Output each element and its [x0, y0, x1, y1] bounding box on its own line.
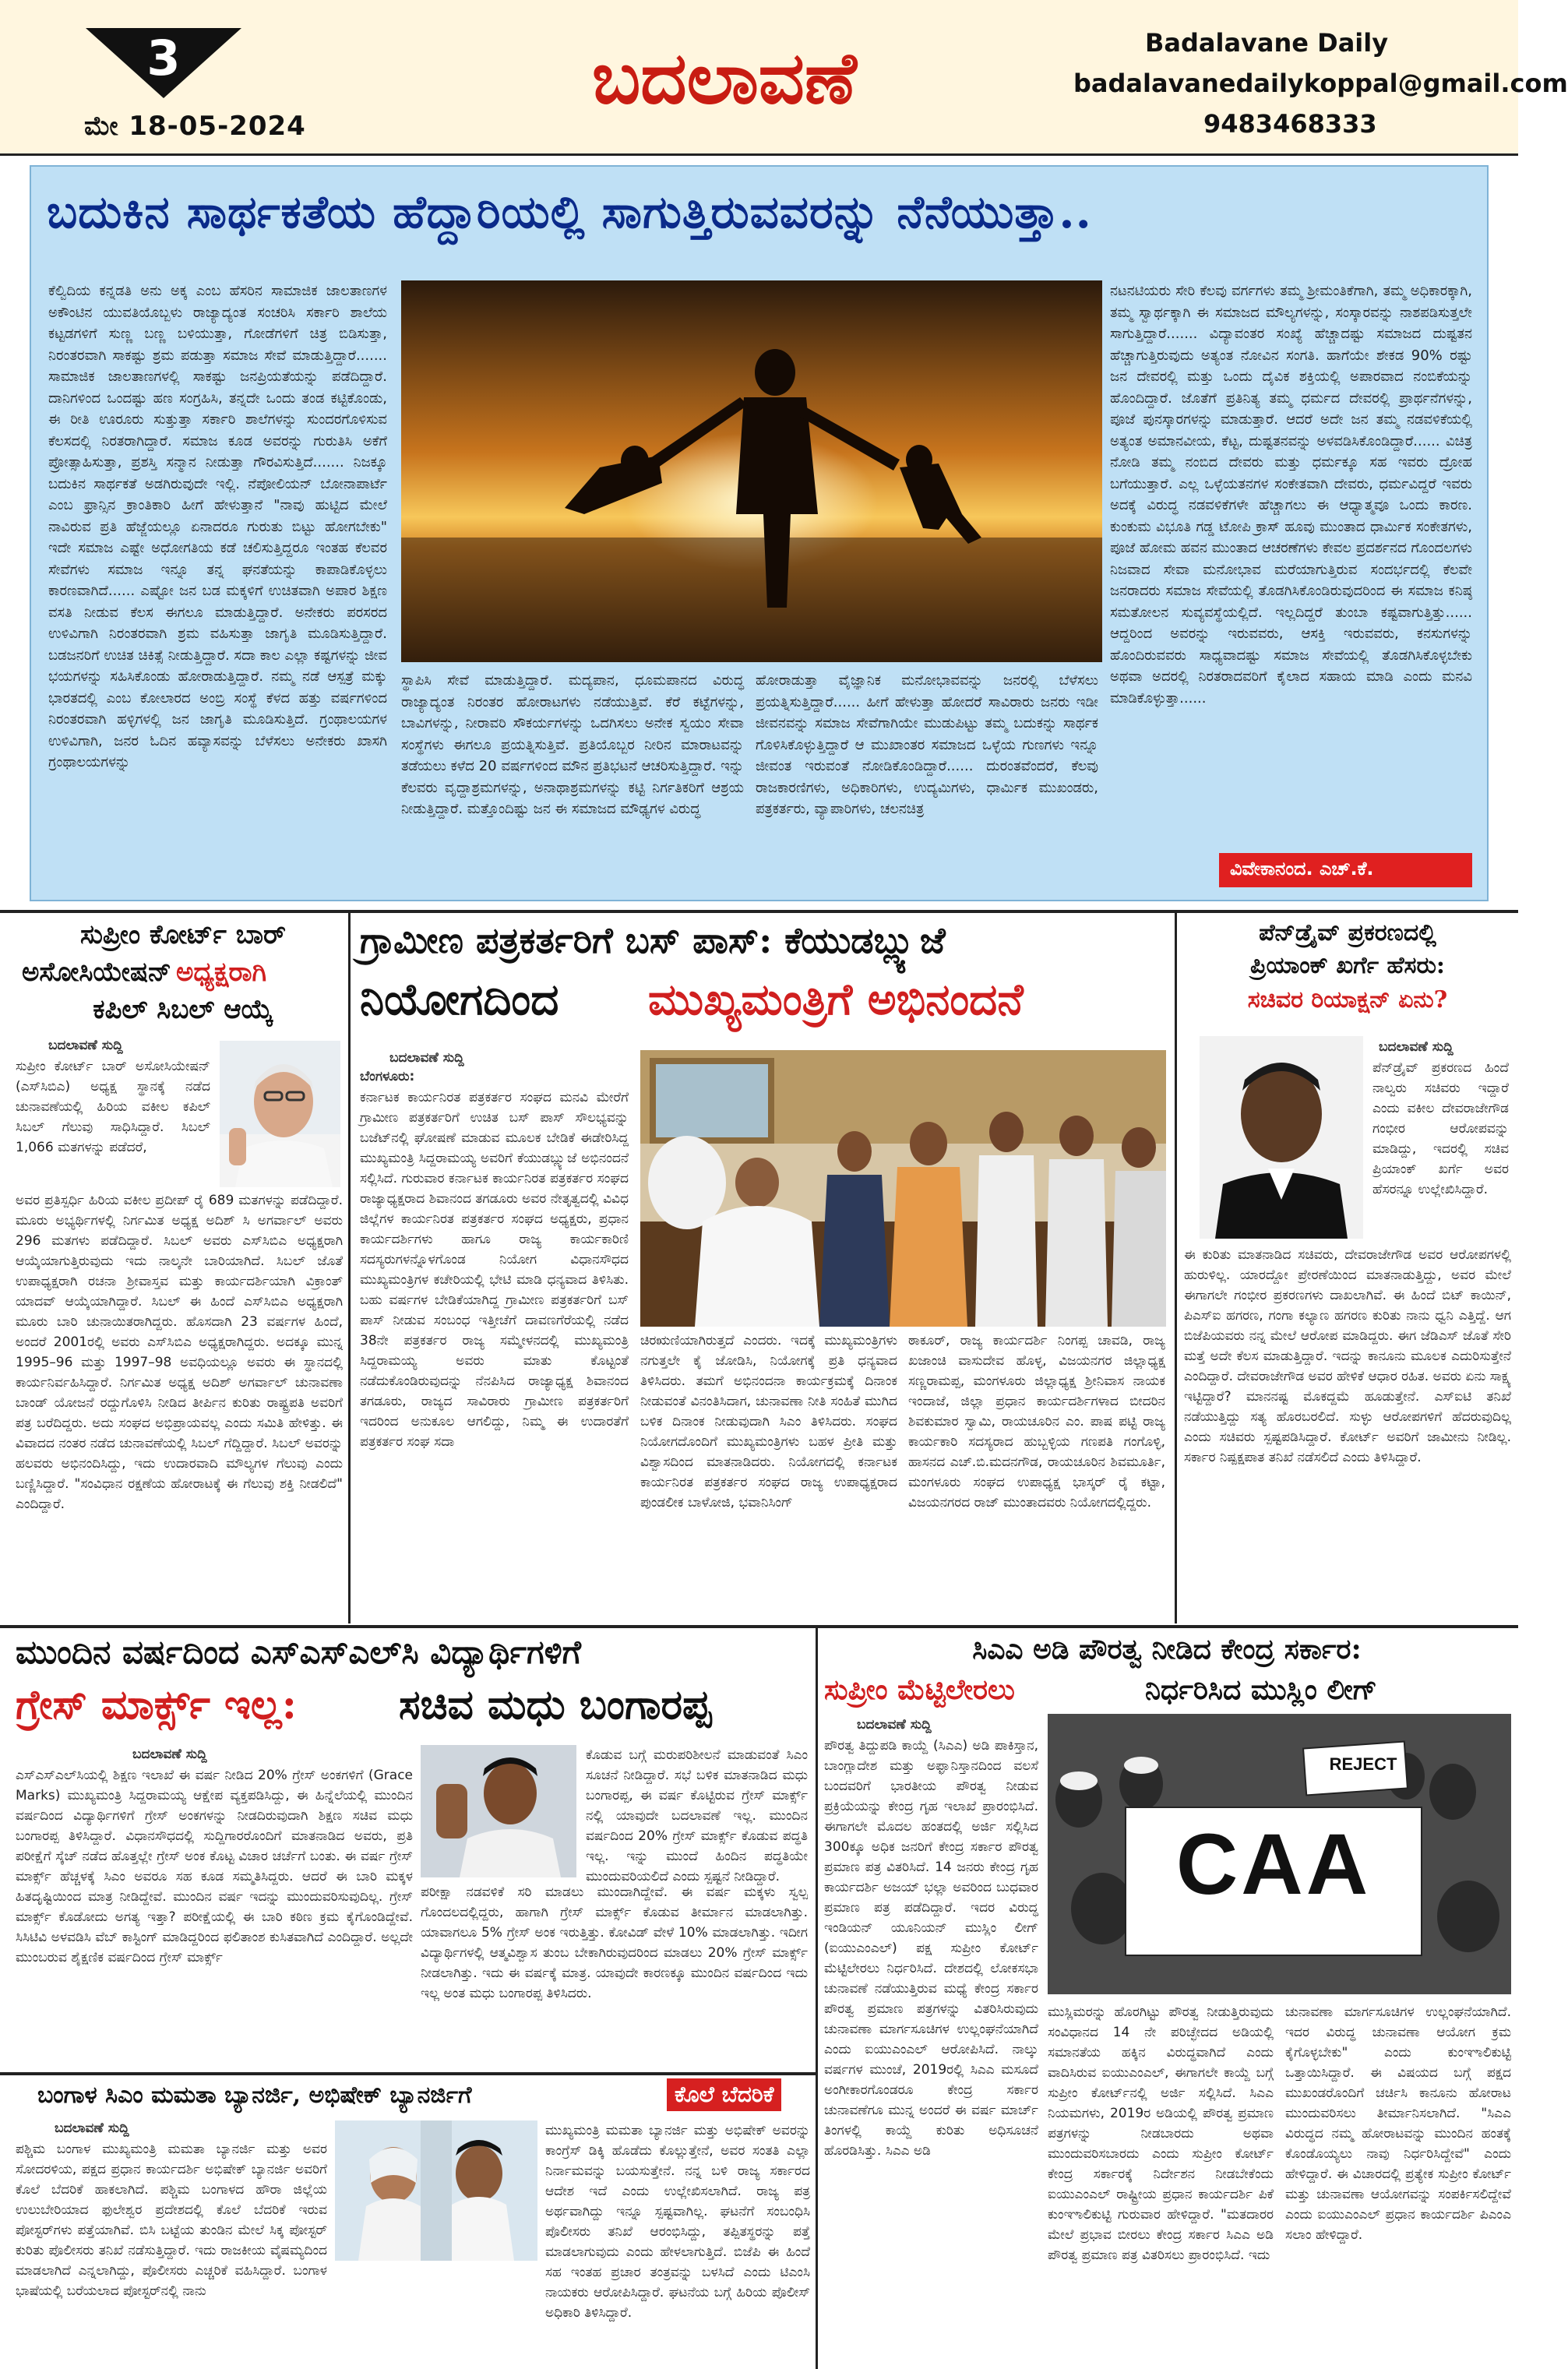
lead-byline: ವಿವೇಕಾನಂದ. ಎಚ್.ಕೆ.: [1219, 853, 1472, 887]
section-divider: [0, 910, 1518, 913]
lead-column-4: ನಟನಟಿಯರು ಸೇರಿ ಕೆಲವು ವರ್ಗಗಳು ತಮ್ಮ ಶ್ರೀಮಂತಿಕೆಗಾಗಿ, ತಮ್ಮ ಅಧಿಕಾರಕ್ಕಾಗಿ, ತಮ್ಮ ಸ್ವಾರ್ಥಕ್ಕಾಗಿ ಈ ಸಮಾಜದ ಮೌಲ್ಯಗಳನ್ನು, ಸಂಸ್ಕಾರವನ್ನು ನಾಶಪಡಿಸುತ್ತಲೇ ಸಾಗುತ್ತಿದ್ದಾರೆ....... ವಿದ್ಯಾವಂತರ ಸಂಖ್ಯೆ ಹೆಚ್ಚಾದಷ್ಟು ಸಮಾಜದ ದುಷ್ಟತನ ಹೆಚ್ಚಾಗುತ್ತಿರುವುದು ಅತ್ಯಂತ ನೋವಿನ ಸಂಗತಿ. ಹಾಗೆಯೇ ಶೇಕಡ 90% ರಷ್ಟು ಜನ ದೇವರಲ್ಲಿ ಮತ್ತು ಒಂದು ದೈವಿಕ ಶಕ್ತಿಯಲ್ಲಿ ಅಪಾರವಾದ ನಂಬಿಕೆಯನ್ನು ಹೊಂದಿದ್ದಾರೆ. ಜೊತೆಗೆ ಪ್ರತಿನಿತ್ಯ ತಮ್ಮ ಧರ್ಮದ ದೇವರಲ್ಲಿ ಪ್ರಾರ್ಥನೆಗಳನ್ನು, ಪೂಜೆ ಪುನಸ್ಕಾರಗಳನ್ನು ಮಾಡುತ್ತಾರೆ. ಆದರೆ ಅದೇ ಜನ ತಮ್ಮ ನಡವಳಿಕೆಯಲ್ಲಿ ಅತ್ಯಂತ ಅಮಾನವೀಯ, ಕೆಟ್ಟ, ದುಷ್ಟತನವನ್ನು ಅಳವಡಿಸಿಕೊಂಡಿದ್ದಾರೆ...... ವಿಚಿತ್ರ ನೋಡಿ ತಮ್ಮ ನಂಬಿದ ದೇವರು ಮತ್ತು ಧರ್ಮಕ್ಕೂ ಸಹ ಇವರು ದ್ರೋಹ ಬಗೆಯುತ್ತಾರೆ. ಎಲ್ಲ ಒಳ್ಳೆಯತನಗಳ ಸಂಕೇತವಾಗಿ ದೇವರು, ಧರ್ಮವಿದ್ದರೆ ಇವರು ಅದಕ್ಕೆ ವಿರುದ್ಧ ನಡವಳಿಕೆಗಳೇ ಹೆಚ್ಚಾಗಲು ಈ ಆಧ್ಯಾತ್ಮವೂ ಒಂದು ಕಾರಣ. ಕುಂಕುಮ ವಿಭೂತಿ ಗಡ್ಡ ಟೋಪಿ ಕ್ರಾಸ್ ಹೂವು ಮುಂತಾದ ಧಾರ್ಮಿಕ ಸಂಕೇತಗಳು, ಪೂಜೆ ಹೋಮ ಹವನ ಮುಂತಾದ ಆಚರಣೆಗಳು ಕೇವಲ ಪ್ರದರ್ಶನದ ಗೊಂದಲಗಳು ನಿಜವಾದ ಸೇವಾ ಮನೋಭಾವ ಮರೆಯಾಗುತ್ತಿರುವ ಸಂದರ್ಭದಲ್ಲಿ ಕೆಲವೇ ಜನರಾದರು ಸಮಾಜ ಸೇವೆಯಲ್ಲಿ ತೊಡಗಿಸಿಕೊಂಡಿರುವುದರಿಂದ ಈ ಸಮಾಜ ಕನಿಷ್ಠ ಸಮತೋಲನ ಸುವ್ಯವಸ್ಥೆಯಲ್ಲಿದೆ. ಇಲ್ಲದಿದ್ದರೆ ತುಂಬಾ ಕಷ್ಟವಾಗುತ್ತಿತ್ತು...... ಆದ್ದರಿಂದ ಅವರನ್ನು ಇರುವವರು, ಆಸಕ್ತಿ ಇರುವವರು, ಕನಸುಗಳನ್ನು ಹೊಂದಿರುವವರು ಸಾಧ್ಯವಾದಷ್ಟು ಸಮಾಜ ಸೇವೆಯಲ್ಲಿ ತೊಡಗಿಸಿಕೊಳ್ಳಬೇಕು ಅಥವಾ ಅದರಲ್ಲಿ ನಿರತರಾದವರಿಗೆ ಕೈಲಾದ ಸಹಾಯ ಮಾಡಿ ಎಂದು ಮನವಿ ಮಾಡಿಕೊಳ್ಳುತ್ತಾ......: [1110, 283, 1472, 707]
sunset-family-photo: [401, 280, 1102, 662]
newspaper-name: ಬದಲಾವಣೆ: [592, 36, 857, 120]
priyank-kharge-photo: [1200, 1036, 1363, 1239]
bus-headline-1: ಗ್ರಾಮೀಣ ಪತ್ರಕರ್ತರಿಗೆ ಬಸ್ ಪಾಸ್: ಕೆಯುಡಬ್ಲ್ಯುಜೆ: [360, 919, 946, 961]
bus-dateline: ಬದಲಾವಣೆ ಸುದ್ದಿ: [389, 1050, 464, 1066]
sibal-headline-4: ಕಪಿಲ್ ಸಿಬಲ್ ಆಯ್ಕೆ: [93, 994, 273, 1025]
bus-body-left: ಕರ್ನಾಟಕ ಕಾರ್ಯನಿರತ ಪತ್ರಕರ್ತರ ಸಂಘದ ಮನವಿ ಮೇರೆಗೆ ಗ್ರಾಮೀಣ ಪತ್ರಕರ್ತರಿಗೆ ಉಚಿತ ಬಸ್ ಪಾಸ್ ಸೌಲಭ್ಯವನ್ನು ಬಜೆಟ್‌ನಲ್ಲಿ ಘೋಷಣೆ ಮಾಡುವ ಮೂಲಕ ಬೇಡಿಕೆ ಈಡೇರಿಸಿದ್ದ ಮುಖ್ಯಮಂತ್ರಿ ಸಿದ್ದರಾಮಯ್ಯ ಅವರಿಗೆ ಕೆಯುಡಬ್ಲ್ಯುಜೆ ಅಭಿನಂದನೆ ಸಲ್ಲಿಸಿದೆ. ಗುರುವಾರ ಕರ್ನಾಟಕ ಕಾರ್ಯನಿರತ ಪತ್ರಕರ್ತರ ಸಂಘದ ರಾಜ್ಯಾಧ್ಯಕ್ಷರಾದ ಶಿವಾನಂದ ತಗಡೂರು ಅವರ ನೇತೃತ್ವದಲ್ಲಿ ವಿವಿಧ ಜಿಲ್ಲೆಗಳ ಕಾರ್ಯನಿರತ ಪತ್ರಕರ್ತರ ಸಂಘದ ಅಧ್ಯಕ್ಷರು, ಪ್ರಧಾನ ಕಾರ್ಯದರ್ಶಿಗಳು ಹಾಗೂ ರಾಜ್ಯ ಕಾರ್ಯಕಾರಿಣಿ ಸದಸ್ಯರುಗಳನ್ನೊಳಗೊಂಡ ನಿಯೋಗ ವಿಧಾನಸೌಧದ ಮುಖ್ಯಮಂತ್ರಿಗಳ ಕಚೇರಿಯಲ್ಲಿ ಭೇಟಿ ಮಾಡಿ ಧನ್ಯವಾದ ತಿಳಿಸಿತು. ಬಹು ವರ್ಷಗಳ ಬೇಡಿಕೆಯಾಗಿದ್ದ ಗ್ರಾಮೀಣ ಪತ್ರಕರ್ತರಿಗೆ ಬಸ್ ಪಾಸ್ ನೀಡುವ ಸಂಬಂಧ ಇತ್ತೀಚೆಗೆ ದಾವಣಗೆರೆಯಲ್ಲಿ ನಡೆದ 38ನೇ ಪತ್ರಕರ್ತರ ರಾಜ್ಯ ಸಮ್ಮೇಳನದಲ್ಲಿ ಮುಖ್ಯಮಂತ್ರಿ ಸಿದ್ದರಾಮಯ್ಯ ಅವರು ಮಾತು ಕೊಟ್ಟಂತೆ ನಡೆದುಕೊಂಡಿರುವುದನ್ನು ನೆನಪಿಸಿದ ರಾಜ್ಯಾಧ್ಯಕ್ಷ ಶಿವಾನಂದ ತಗಡೂರು, ರಾಜ್ಯದ ಸಾವಿರಾರು ಗ್ರಾಮೀಣ ಪತ್ರಕರ್ತರಿಗೆ ಇದರಿಂದ ಅನುಕೂಲ ಆಗಲಿದ್ದು, ನಿಮ್ಮ ಈ ಉದಾರತೆಗೆ ಪತ್ರಕರ್ತರ ಸಂಘ ಸದಾ: [360, 1090, 629, 1450]
prajwal-body-top: ಪೆನ್‌ಡ್ರೈವ್ ಪ್ರಕರಣದ ಹಿಂದೆ ನಾಲ್ವರು ಸಚಿವರು ಇದ್ದಾರೆ ಎಂದು ವಕೀಲ ದೇವರಾಜೇಗೌಡ ಗಂಭೀರ ಆರೋಪವನ್ನು ಮಾಡಿದ್ದು, ಇದರಲ್ಲಿ ಸಚಿವ ಪ್ರಿಯಾಂಕ್ ಖರ್ಗೆ ಅವರ ಹೆಸರನ್ನೂ ಉಲ್ಲೇಖಿಸಿದ್ದಾರೆ.: [1372, 1060, 1509, 1197]
sibal-dateline: ಬದಲಾವಣೆ ಸುದ್ದಿ: [48, 1038, 123, 1053]
section-divider: [0, 1625, 1518, 1628]
section-divider: [0, 2072, 816, 2075]
mamata-body-right: ಮುಖ್ಯಮಂತ್ರಿ ಮಮತಾ ಬ್ಯಾನರ್ಜಿ ಮತ್ತು ಅಭಿಷೇಕ್ ಅವರನ್ನು ಕಾಂಗ್ರೆಸ್ ಡಿಕ್ಕಿ ಹೊಡೆದು ಕೊಲ್ಲುತ್ತೇನೆ, ಅವರ ಸಂತತಿ ಎಲ್ಲಾ ನಿರ್ನಾಮವನ್ನು ಬಯಸುತ್ತೇನೆ. ನನ್ನ ಬಳಿ ರಾಜ್ಯ ಸರ್ಕಾರದ ಆದೇಶ ಇದೆ ಎಂದು ಉಲ್ಲೇಖಿಸಲಾಗಿದೆ. ರಾಜ್ಯ ಪತ್ರ ಅರ್ಥವಾಗಿದ್ದು ಇನ್ನೂ ಸ್ಪಷ್ಟವಾಗಿಲ್ಲ. ಘಟನೆಗೆ ಸಂಬಂಧಿಸಿ ಪೊಲೀಸರು ತನಿಖೆ ಆರಂಭಿಸಿದ್ದು, ತಪ್ಪಿತಸ್ಥರನ್ನು ಪತ್ತೆ ಮಾಡಲಾಗುವುದು ಎಂದು ಹೇಳಲಾಗುತ್ತಿದೆ. ಬಿಜೆಪಿ ಈ ಹಿಂದೆ ಸಹ ಇಂತಹ ಪ್ರಚಾರ ತಂತ್ರವನ್ನು ಬಳಸಿದೆ ಎಂದು ಟಿಎಂಸಿ ನಾಯಕರು ಆರೋಪಿಸಿದ್ದಾರೆ. ಘಟನೆಯ ಬಗ್ಗೆ ಹಿರಿಯ ಪೊಲೀಸ್ ಅಧಿಕಾರಿ ತಿಳಿಸಿದ್ದಾರೆ.: [545, 2123, 810, 2321]
bus-place: ಬೆಂಗಳೂರು:: [360, 1069, 415, 1084]
caa-dateline: ಬದಲಾವಣೆ ಸುದ್ದಿ: [857, 1717, 932, 1733]
contact-phone: 9483468333: [1203, 109, 1377, 139]
prajwal-body-bottom: ಈ ಕುರಿತು ಮಾತನಾಡಿದ ಸಚಿವರು, ದೇವರಾಜೇಗೌಡ ಅವರ ಆರೋಪಗಳಲ್ಲಿ ಹುರುಳಿಲ್ಲ. ಯಾರದ್ದೋ ಪ್ರೇರಣೆಯಿಂದ ಮಾತನಾಡುತ್ತಿದ್ದು, ಅವರ ಮೇಲೆ ಈಗಾಗಲೇ ಗಂಭೀರ ಪ್ರಕರಣಗಳು ದಾಖಲಾಗಿವೆ. ಈ ಹಿಂದೆ ಬಿಟ್ ಕಾಯಿನ್, ಪಿಎಸ್‌ಐ ಹಗರಣ, ಗಂಗಾ ಕಲ್ಯಾಣ ಹಗರಣ ಕುರಿತು ನಾನು ಧ್ವನಿ ಎತ್ತಿದ್ದೆ. ಆಗ ಬಿಜೆಪಿಯವರು ನನ್ನ ಮೇಲೆ ಆರೋಪ ಮಾಡಿದ್ದರು. ಈಗ ಜೆಡಿಎಸ್ ಜೊತೆ ಸೇರಿ ಮತ್ತೆ ಅದೇ ಕೆಲಸ ಮಾಡುತ್ತಿದ್ದಾರೆ. ಇದನ್ನು ಕಾನೂನು ಮೂಲಕ ಎದುರಿಸುತ್ತೇನೆ ಎಂದಿದ್ದಾರೆ. ದೇವರಾಜೇಗೌಡ ಅವರ ಹೇಳಿಕೆ ಆಧಾರ ರಹಿತ. ಅವರು ಏನು ಸಾಕ್ಷ್ಯ ಇಟ್ಟಿದ್ದಾರೆ? ಮಾನನಷ್ಟ ಮೊಕದ್ದಮೆ ಹೂಡುತ್ತೇನೆ. ಎಸ್‌ಐಟಿ ತನಿಖೆ ನಡೆಯುತ್ತಿದ್ದು ಸತ್ಯ ಹೊರಬರಲಿದೆ. ಸುಳ್ಳು ಆರೋಪಗಳಿಗೆ ಹೆದರುವುದಿಲ್ಲ ಎಂದು ಸಚಿವರು ಸ್ಪಷ್ಟಪಡಿಸಿದ್ದಾರೆ. ಕೋರ್ಟ್ ಅವರಿಗೆ ಜಾಮೀನು ನೀಡಿಲ್ಲ. ಸರ್ಕಾರ ನಿಷ್ಪಕ್ಷಪಾತ ತನಿಖೆ ನಡೆಸಲಿದೆ ಎಂದು ತಿಳಿಸಿದ್ದಾರೆ.: [1184, 1247, 1512, 1465]
madhu-bangarappa-photo: [421, 1745, 576, 1877]
lead-column-3: ಹೋರಾಡುತ್ತಾ ವೈಜ್ಞಾನಿಕ ಮನೋಭಾವವನ್ನು ಜನರಲ್ಲಿ ಬೆಳೆಸಲು ಪ್ರಯತ್ನಿಸುತ್ತಿದ್ದಾರೆ...... ಹೀಗೆ ಹೇಳುತ್ತಾ ಹೋದರೆ ಸಾವಿರಾರು ಜನರು ಇಡೀ ಜೀವನವನ್ನು ಸಮಾಜ ಸೇವೆಗಾಗಿಯೇ ಮುಡುಪಿಟ್ಟು ತಮ್ಮ ಬದುಕನ್ನು ಸಾರ್ಥಕ ಗೊಳಿಸಿಕೊಳ್ಳುತ್ತಿದ್ದಾರೆ ಆ ಮುಖಾಂತರ ಸಮಾಜದ ಒಳ್ಳೆಯ ಗುಣಗಳು ಇನ್ನೂ ಜೀವಂತ ಇರುವಂತೆ ನೋಡಿಕೊಂಡಿದ್ದಾರೆ...... ದುರಂತವೆಂದರೆ, ಕೆಲವು ರಾಜಕಾರಣಿಗಳು, ಅಧಿಕಾರಿಗಳು, ಉದ್ಯಮಿಗಳು, ಧಾರ್ಮಿಕ ಮುಖಂಡರು, ಪತ್ರಕರ್ತರು, ವ್ಯಾಪಾರಿಗಳು, ಚಲನಚಿತ್ರ: [756, 672, 1098, 817]
mamata-abhishek-photo: [335, 2120, 537, 2261]
column-divider: [816, 1628, 818, 2369]
column-divider: [348, 913, 351, 1623]
mamata-headline-highlight: ಕೊಲೆ ಬೆದರಿಕೆ: [667, 2078, 781, 2111]
caa-sign-big: CAA: [1175, 1817, 1372, 1912]
brand-name: Badalavane Daily: [1145, 28, 1389, 58]
page-number: 3: [146, 30, 181, 86]
sibal-body-top: ಸುಪ್ರೀಂ ಕೋರ್ಟ್ ಬಾರ್ ಅಸೋಸಿಯೇಷನ್ (ಎಸ್‌ಸಿಬಿಎ) ಅಧ್ಯಕ್ಷ ಸ್ಥಾನಕ್ಕೆ ನಡೆದ ಚುನಾವಣೆಯಲ್ಲಿ ಹಿರಿಯ ವಕೀಲ ಕಪಿಲ್ ಸಿಬಲ್ ಗೆಲುವು ಸಾಧಿಸಿದ್ದಾರೆ. ಸಿಬಲ್ 1,066 ಮತಗಳನ್ನು ಪಡೆದರೆ,: [16, 1059, 210, 1155]
sibal-body-bottom: ಅವರ ಪ್ರತಿಸ್ಪರ್ಧಿ ಹಿರಿಯ ವಕೀಲ ಪ್ರದೀಪ್ ರೈ 689 ಮತಗಳನ್ನು ಪಡೆದಿದ್ದಾರೆ. ಮೂರು ಅಭ್ಯರ್ಥಿಗಳಲ್ಲಿ ನಿರ್ಗಮಿತ ಅಧ್ಯಕ್ಷ ಅದಿಶ್ ಸಿ ಅಗರ್ವಾಲ್ ಅವರು 296 ಮತಗಳು ಪಡೆದಿದ್ದಾರೆ. ಸಿಬಲ್ ಅವರು ಎಸ್‌ಸಿಬಿಎ ಅಧ್ಯಕ್ಷರಾಗಿ ಆಯ್ಕೆಯಾಗುತ್ತಿರುವುದು ಇದು ನಾಲ್ಕನೇ ಬಾರಿಯಾಗಿದೆ. ಸಿಬಲ್ ಜೊತೆ ಉಪಾಧ್ಯಕ್ಷರಾಗಿ ರಚನಾ ಶ್ರೀವಾಸ್ತವ ಮತ್ತು ಕಾರ್ಯದರ್ಶಿಯಾಗಿ ವಿಕ್ರಾಂತ್ ಯಾದವ್ ಆಯ್ಕೆಯಾಗಿದ್ದಾರೆ. ಸಿಬಲ್ ಈ ಹಿಂದೆ ಎಸ್‌ಸಿಬಿಎ ಅಧ್ಯಕ್ಷರಾಗಿ ಮೂರು ಬಾರಿ ಚುನಾಯಿತರಾಗಿದ್ದರು. ಹೊಸದಾಗಿ 23 ವರ್ಷಗಳ ಹಿಂದೆ, ಅಂದರೆ 2001ರಲ್ಲಿ ಅವರು ಎಸ್‌ಸಿಬಿಎ ಅಧ್ಯಕ್ಷರಾಗಿದ್ದರು. ಅದಕ್ಕೂ ಮುನ್ನ 1995–96 ಮತ್ತು 1997–98 ಅವಧಿಯಲ್ಲೂ ಅವರು ಈ ಸ್ಥಾನದಲ್ಲಿ ಕಾರ್ಯನಿರ್ವಹಿಸಿದ್ದಾರೆ. ನಿರ್ಗಮಿತ ಅಧ್ಯಕ್ಷ ಅದಿಶ್ ಅಗರ್ವಾಲ್ ಚುನಾವಣಾ ಬಾಂಡ್ ಯೋಜನೆ ರದ್ದುಗೊಳಿಸಿ ನೀಡಿದ ತೀರ್ಪಿನ ಕುರಿತು ರಾಷ್ಟ್ರಪತಿ ಅವರಿಗೆ ಪತ್ರ ಬರೆದಿದ್ದರು. ಅದು ಸಂಘದ ಅಭಿಪ್ರಾಯವಲ್ಲ ಎಂದು ಸಮಿತಿ ಹೇಳಿತ್ತು. ಈ ವಿವಾದದ ನಂತರ ನಡೆದ ಚುನಾವಣೆಯಲ್ಲಿ ಸಿಬಲ್ ಗೆದ್ದಿದ್ದಾರೆ. ಸಿಬಲ್ ಅವರನ್ನು ಹಲವರು ಅಭಿನಂದಿಸಿದ್ದು, ಇದು ಉದಾರವಾದಿ ಮೌಲ್ಯಗಳ ಗೆಲುವು ಎಂದು ಬಣ್ಣಿಸಿದ್ದಾರೆ. "ಸಂವಿಧಾನ ರಕ್ಷಣೆಯ ಹೋರಾಟಕ್ಕೆ ಈ ಗೆಲುವು ಶಕ್ತಿ ನೀಡಲಿದೆ" ಎಂದಿದ್ದಾರೆ.: [16, 1193, 343, 1512]
grace-headline-1: ಮುಂದಿನ ವರ್ಷದಿಂದ ಎಸ್‌ಎಸ್‌ಎಲ್‌ಸಿ ವಿದ್ಯಾರ್ಥಿಗಳಿಗೆ: [16, 1633, 581, 1671]
bus-body-mid: ಚಿರಋಣಿಯಾಗಿರುತ್ತದೆ ಎಂದರು. ಇದಕ್ಕೆ ಮುಖ್ಯಮಂತ್ರಿಗಳು ನಗುತ್ತಲೇ ಕೈ ಜೋಡಿಸಿ, ನಿಯೋಗಕ್ಕೆ ಪ್ರತಿ ಧನ್ಯವಾದ ತಿಳಿಸಿದರು. ತಮಗೆ ಅಭಿನಂದನಾ ಕಾರ್ಯಕ್ರಮಕ್ಕೆ ದಿನಾಂಕ ನೀಡುವಂತೆ ವಿನಂತಿಸಿದಾಗ, ಚುನಾವಣಾ ನೀತಿ ಸಂಹಿತೆ ಮುಗಿದ ಬಳಿಕ ದಿನಾಂಕ ನೀಡುವುದಾಗಿ ಸಿಎಂ ತಿಳಿಸಿದರು. ಸಂಘದ ನಿಯೋಗದೊಂದಿಗೆ ಮುಖ್ಯಮಂತ್ರಿಗಳು ಬಹಳ ಪ್ರೀತಿ ಮತ್ತು ವಿಶ್ವಾಸದಿಂದ ಮಾತನಾಡಿದರು. ನಿಯೋಗದಲ್ಲಿ ಕರ್ನಾಟಕ ಕಾರ್ಯನಿರತ ಪತ್ರಕರ್ತರ ಸಂಘದ ರಾಜ್ಯ ಉಪಾಧ್ಯಕ್ಷರಾದ ಪುಂಡಲೀಕ ಬಾಳೋಜಿ, ಭವಾನಿಸಿಂಗ್: [640, 1333, 897, 1511]
prajwal-headline-3: ಸಚಿವರ ರಿಯಾಕ್ಷನ್ ಏನು?: [1247, 986, 1448, 1014]
caa-body-left: ಪೌರತ್ವ ತಿದ್ದುಪಡಿ ಕಾಯ್ದೆ (ಸಿಎಎ) ಅಡಿ ಪಾಕಿಸ್ತಾನ, ಬಾಂಗ್ಲಾದೇಶ ಮತ್ತು ಅಫ್ಘಾನಿಸ್ತಾನದಿಂದ ವಲಸೆ ಬಂದವರಿಗೆ ಭಾರತೀಯ ಪೌರತ್ವ ನೀಡುವ ಪ್ರಕ್ರಿಯೆಯನ್ನು ಕೇಂದ್ರ ಗೃಹ ಇಲಾಖೆ ಪ್ರಾರಂಭಿಸಿದೆ. ಈಗಾಗಲೇ ಮೊದಲ ಹಂತದಲ್ಲಿ ಅರ್ಜಿ ಸಲ್ಲಿಸಿದ 300ಕ್ಕೂ ಅಧಿಕ ಜನರಿಗೆ ಕೇಂದ್ರ ಸರ್ಕಾರ ಪೌರತ್ವ ಪ್ರಮಾಣ ಪತ್ರ ವಿತರಿಸಿದೆ. 14 ಜನರು ಕೇಂದ್ರ ಗೃಹ ಕಾರ್ಯದರ್ಶಿ ಅಜಯ್ ಭಲ್ಲಾ ಅವರಿಂದ ಬುಧವಾರ ಪ್ರಮಾಣ ಪತ್ರ ಪಡೆದಿದ್ದಾರೆ. ಇದರ ವಿರುದ್ಧ ಇಂಡಿಯನ್ ಯೂನಿಯನ್ ಮುಸ್ಲಿಂ ಲೀಗ್ (ಐಯುಎಂಎಲ್) ಪಕ್ಷ ಸುಪ್ರೀಂ ಕೋರ್ಟ್ ಮೆಟ್ಟಿಲೇರಲು ನಿರ್ಧರಿಸಿದೆ. ದೇಶದಲ್ಲಿ ಲೋಕಸಭಾ ಚುನಾವಣೆ ನಡೆಯುತ್ತಿರುವ ಮಧ್ಯೆ ಕೇಂದ್ರ ಸರ್ಕಾರ ಪೌರತ್ವ ಪ್ರಮಾಣ ಪತ್ರಗಳನ್ನು ವಿತರಿಸಿರುವುದು ಚುನಾವಣಾ ಮಾರ್ಗಸೂಚಿಗಳ ಉಲ್ಲಂಘನೆಯಾಗಿದೆ ಎಂದು ಐಯುಎಂಎಲ್ ಆರೋಪಿಸಿದೆ. ನಾಲ್ಕು ವರ್ಷಗಳ ಮುಂಚೆ, 2019ರಲ್ಲಿ ಸಿಎಎ ಮಸೂದೆ ಅಂಗೀಕಾರಗೊಂಡರೂ ಕೇಂದ್ರ ಸರ್ಕಾರ ಚುನಾವಣೆಗೂ ಮುನ್ನ ಅಂದರೆ ಈ ವರ್ಷ ಮಾರ್ಚ್ ತಿಂಗಳಲ್ಲಿ ಕಾಯ್ದೆ ಕುರಿತು ಅಧಿಸೂಚನೆ ಹೊರಡಿಸಿತ್ತು. ಸಿಎಎ ಅಡಿ: [824, 1738, 1038, 2159]
bus-headline-2a: ನಿಯೋಗದಿಂದ: [360, 974, 559, 1025]
kapil-sibal-photo: [220, 1041, 340, 1187]
sibal-headline-2: ಅಸೋಸಿಯೇಷನ್: [22, 957, 171, 988]
sibal-headline-1: ಸುಪ್ರೀಂ ಕೋರ್ಟ್ ಬಾರ್: [80, 919, 286, 950]
bus-headline-2b: ಮುಖ್ಯಮಂತ್ರಿಗೆ ಅಭಿನಂದನೆ: [648, 974, 1024, 1025]
cm-meeting-photo: [640, 1050, 1166, 1327]
caa-sign-reject: REJECT: [1329, 1754, 1397, 1774]
prajwal-headline-1: ಪೆನ್‌ಡ್ರೈವ್ ಪ್ರಕರಣದಲ್ಲಿ: [1259, 919, 1436, 947]
mamata-body-left: ಪಶ್ಚಿಮ ಬಂಗಾಳ ಮುಖ್ಯಮಂತ್ರಿ ಮಮತಾ ಬ್ಯಾನರ್ಜಿ ಮತ್ತು ಅವರ ಸೋದರಳಿಯ, ಪಕ್ಷದ ಪ್ರಧಾನ ಕಾರ್ಯದರ್ಶಿ ಅಭಿಷೇಕ್ ಬ್ಯಾನರ್ಜಿ ಅವರಿಗೆ ಕೊಲೆ ಬೆದರಿಕೆ ಹಾಕಲಾಗಿದೆ. ಪಶ್ಚಿಮ ಬಂಗಾಳದ ಹೌರಾ ಜಿಲ್ಲೆಯ ಉಲುಬೇರಿಯಾದ ಫುಲೇಶ್ವರ ಪ್ರದೇಶದಲ್ಲಿ ಕೊಲೆ ಬೆದರಿಕೆ ಇರುವ ಪೋಸ್ಟರ್‌ಗಳು ಪತ್ತೆಯಾಗಿವೆ. ಬಿಸಿ ಬಟ್ಟೆಯ ತುಂಡಿನ ಮೇಲೆ ಸಿಕ್ಕ ಪೋಸ್ಟರ್ ಕುರಿತು ಪೊಲೀಸರು ತನಿಖೆ ನಡೆಸುತ್ತಿದ್ದಾರೆ. ಇದು ರಾಜಕೀಯ ವೈಷಮ್ಯದಿಂದ ಮಾಡಲಾಗಿದೆ ಎನ್ನಲಾಗಿದ್ದು, ಪೊಲೀಸರು ಎಚ್ಚರಿಕೆ ವಹಿಸಿದ್ದಾರೆ. ಬಂಗಾಳ ಭಾಷೆಯಲ್ಲಿ ಬರೆಯಲಾದ ಪೋಸ್ಟರ್‌ನಲ್ಲಿ ನಾನು: [16, 2142, 327, 2299]
mamata-dateline: ಬದಲಾವಣೆ ಸುದ್ದಿ: [55, 2120, 129, 2136]
grace-body-left: ಎಸ್‌ಎಸ್‌ಎಲ್‌ಸಿಯಲ್ಲಿ ಶಿಕ್ಷಣ ಇಲಾಖೆ ಈ ವರ್ಷ ನೀಡಿದ 20% ಗ್ರೇಸ್ ಅಂಕಗಳಿಗೆ (Grace Marks) ಮುಖ್ಯಮಂತ್ರಿ ಸಿದ್ದರಾಮಯ್ಯ ಆಕ್ಷೇಪ ವ್ಯಕ್ತಪಡಿಸಿದ್ದು, ಈ ಹಿನ್ನೆಲೆಯಲ್ಲಿ ಮುಂದಿನ ವರ್ಷದಿಂದ ವಿದ್ಯಾರ್ಥಿಗಳಿಗೆ ಗ್ರೇಸ್ ಅಂಕಗಳನ್ನು ನೀಡದಿರುವುದಾಗಿ ಶಿಕ್ಷಣ ಸಚಿವ ಮಧು ಬಂಗಾರಪ್ಪ ತಿಳಿಸಿದ್ದಾರೆ. ವಿಧಾನಸೌಧದಲ್ಲಿ ಸುದ್ದಿಗಾರರೊಂದಿಗೆ ಮಾತನಾಡಿದ ಅವರು, ಪ್ರತಿ ಪರೀಕ್ಷೆಗೆ ಸ್ಕೆಚ್ ನಡೆದ ಹೊತ್ತಲ್ಲೇ ಗ್ರೇಸ್ ಅಂಕ ಕೊಟ್ಟ ವಿಚಾರ ಚರ್ಚೆಗೆ ಬಂತು. ಈ ವರ್ಷ ಗ್ರೇಸ್ ಮಾರ್ಕ್ಸ್ ಹೆಚ್ಚಳಕ್ಕೆ ಸಿಎಂ ಅವರೂ ಸಹ ಕೂಡ ಸಮ್ಮತಿಸಿದ್ದರು. ಆದರೆ ಈ ಬಾರಿ ಮಕ್ಕಳ ಹಿತದೃಷ್ಟಿಯಿಂದ ಮಾತ್ರ ನೀಡಿದ್ದೇವೆ. ಮುಂದಿನ ವರ್ಷ ಇದನ್ನು ಮುಂದುವರಿಸುವುದಿಲ್ಲ. ಗ್ರೇಸ್ ಮಾರ್ಕ್ಸ್ ಕೊಡೋದು ಅಗತ್ಯ ಇತ್ತಾ? ಪರೀಕ್ಷೆಯಲ್ಲಿ ಈ ಬಾರಿ ಕಠಿಣ ಕ್ರಮ ಕೈಗೊಂಡಿದ್ದೇವೆ. ಸಿಸಿಟಿವಿ ಅಳವಡಿಸಿ ವೆಬ್ ಕಾಸ್ಟಿಂಗ್ ಮಾಡಿದ್ದರಿಂದ ಫಲಿತಾಂಶ ಕುಸಿತವಾಗಿದೆ ಎಂದಿದ್ದಾರೆ. ಅಲ್ಲದೇ ಮುಂಬರುವ ಶೈಕ್ಷಣಿಕ ವರ್ಷದಿಂದ ಗ್ರೇಸ್ ಮಾರ್ಕ್ಸ್: [16, 1768, 413, 1965]
caa-headline-2b: ನಿರ್ಧರಿಸಿದ ಮುಸ್ಲಿಂ ಲೀಗ್: [1145, 1673, 1377, 1706]
caa-headline-2a: ಸುಪ್ರೀಂ ಮೆಟ್ಟಿಲೇರಲು: [824, 1673, 1015, 1706]
issue-date: ಮೇ 18-05-2024: [84, 111, 306, 142]
caa-headline-1: ಸಿಎಎ ಅಡಿ ಪೌರತ್ವ ನೀಡಿದ ಕೇಂದ್ರ ಸರ್ಕಾರ:: [972, 1633, 1362, 1666]
lead-headline: ಬದುಕಿನ ಸಾರ್ಥಕತೆಯ ಹೆದ್ದಾರಿಯಲ್ಲಿ ಸಾಗುತ್ತಿರುವವರನ್ನು ನೆನೆಯುತ್ತಾ..: [47, 185, 1092, 238]
prajwal-headline-2: ಪ್ರಿಯಾಂಕ್ ಖರ್ಗೆ ಹೆಸರು:: [1250, 952, 1445, 979]
contact-email: badalavanedailykoppal@gmail.com: [1073, 69, 1568, 98]
sibal-headline-3: ಅಧ್ಯಕ್ಷರಾಗಿ: [176, 957, 267, 988]
column-divider: [1175, 913, 1177, 1623]
grace-dateline: ಬದಲಾವಣೆ ಸುದ್ದಿ: [132, 1747, 207, 1762]
lead-column-2: ಸ್ಥಾಪಿಸಿ ಸೇವೆ ಮಾಡುತ್ತಿದ್ದಾರೆ. ಮದ್ಯಪಾನ, ಧೂಮಪಾನದ ವಿರುದ್ಧ ರಾಜ್ಯಾದ್ಯಂತ ನಿರಂತರ ಹೋರಾಟಗಳು ನಡೆಯುತ್ತಿವೆ. ಕೆರೆ ಕಟ್ಟೆಗಳನ್ನು, ಬಾವಿಗಳನ್ನು, ನೀರಾವರಿ ಸೌಕರ್ಯಗಳನ್ನು ಒದಗಿಸಲು ಅನೇಕ ಸ್ವಯಂ ಸೇವಾ ಸಂಸ್ಥೆಗಳು ಈಗಲೂ ಪ್ರಯತ್ನಿಸುತ್ತಿವೆ. ಪ್ರತಿಯೊಬ್ಬರ ನೀರಿನ ಮಾರಾಟವನ್ನು ತಡೆಯಲು ಕಳೆದ 20 ವರ್ಷಗಳಿಂದ ಮೌನ ಪ್ರತಿಭಟನೆ ಆಚರಿಸುತ್ತಿದ್ದಾರೆ. ಇನ್ನು ಕೆಲವರು ವೃದ್ದಾಶ್ರಮಗಳನ್ನು, ಅನಾಥಾಶ್ರಮಗಳನ್ನು ಕಟ್ಟಿ ನಿರ್ಗತಿಕರಿಗೆ ಆಶ್ರಯ ನೀಡುತ್ತಿದ್ದಾರೆ. ಮತ್ತೊಂದಿಷ್ಟು ಜನ ಈ ಸಮಾಜದ ಮೌಢ್ಯಗಳ ವಿರುದ್ಧ: [401, 672, 744, 817]
lead-column-1: ಕೆಲ್ವಿದಿಯ ಕನ್ನಡತಿ ಅನು ಅಕ್ಕ ಎಂಬ ಹೆಸರಿನ ಸಾಮಾಜಿಕ ಜಾಲತಾಣಗಳ ಅಕೌಂಟಿನ ಯುವತಿಯೊಬ್ಬಳು ರಾಜ್ಯಾದ್ಯಂತ ಸಂಚರಿಸಿ ಸರ್ಕಾರಿ ಶಾಲೆಯ ಕಟ್ಟಡಗಳಿಗೆ ಸುಣ್ಣ ಬಣ್ಣ ಬಳಿಯುತ್ತಾ, ಗೋಡೆಗಳಿಗೆ ಚಿತ್ರ ಬಿಡಿಸುತ್ತಾ, ನಿರಂತರವಾಗಿ ಸಾಕಷ್ಟು ಶ್ರಮ ಪಡುತ್ತಾ ಸಮಾಜ ಸೇವೆ ಮಾಡುತ್ತಿದ್ದಾರೆ....... ಸಾಮಾಜಿಕ ಜಾಲತಾಣಗಳಲ್ಲಿ ಸಾಕಷ್ಟು ಜನಪ್ರಿಯತೆಯನ್ನು ಪಡೆದಿದ್ದಾರೆ. ದಾನಿಗಳಿಂದ ಒಂದಷ್ಟು ಹಣ ಸಂಗ್ರಹಿಸಿ, ತನ್ನದೇ ಒಂದು ತಂಡ ಕಟ್ಟಿಕೊಂಡು, ಈ ರೀತಿ ಊರೂರು ಸುತ್ತುತ್ತಾ ಸರ್ಕಾರಿ ಶಾಲೆಗಳನ್ನು ಸುಂದರಗೊಳಿಸುವ ಕೆಲಸದಲ್ಲಿ ನಿರತರಾಗಿದ್ದಾರೆ. ಸಮಾಜ ಕೂಡ ಅವರನ್ನು ಗುರುತಿಸಿ ಅಕೆಗೆ ಪ್ರೋತ್ಸಾಹಿಸುತ್ತಾ, ಪ್ರಶಸ್ತಿ ಸನ್ಮಾನ ನೀಡುತ್ತಾ ಗೌರವಿಸುತ್ತಿದೆ....... ನಿಜಕ್ಕೂ ಬದುಕಿನ ಸಾರ್ಥಕತೆ ಅಡಗಿರುವುದೇ ಇಲ್ಲಿ. ನೆಪೋಲಿಯನ್ ಬೋನಾಪಾರ್ಟೆ ಎಂಬ ಫ್ರಾನ್ಸಿನ ಕ್ರಾಂತಿಕಾರಿ ಹೀಗೆ ಹೇಳುತ್ತಾನೆ "ನಾವು ಹುಟ್ಟಿದ ಮೇಲೆ ನಾವಿರುವ ಪ್ರತಿ ಹೆಜ್ಜೆಯಲ್ಲೂ ಏನಾದರೂ ಗುರುತು ಬಿಟ್ಟು ಹೋಗಬೇಕು" ಇದೇ ಸಮಾಜ ಎಷ್ಟೇ ಅಧೋಗತಿಯ ಕಡೆ ಚಲಿಸುತ್ತಿದ್ದರೂ ಇಂತಹ ಕೆಲವರ ಸೇವೆಗಳು ಸಮಾಜ ಇನ್ನೂ ತನ್ನ ಘನತೆಯನ್ನು ಕಾಪಾಡಿಕೊಳ್ಳಲು ಕಾರಣವಾಗಿದೆ...... ಎಷ್ಟೋ ಜನ ಬಡ ಮಕ್ಕಳಿಗೆ ಉಚಿತವಾಗಿ ಅಪಾರ ಶಿಕ್ಷಣ ವಸತಿ ನೀಡುವ ಕೆಲಸ ಈಗಲೂ ಮಾಡುತ್ತಿದ್ದಾರೆ. ಅನೇಕರು ಪರಸರದ ಉಳಿವಿಗಾಗಿ ನಿರಂತರವಾಗಿ ಶ್ರಮ ವಹಿಸುತ್ತಾ ಜಾಗೃತಿ ಮೂಡಿಸುತ್ತಿದ್ದಾರೆ. ಬಡಜನರಿಗೆ ಉಚಿತ ಚಿಕಿತ್ಸೆ ನೀಡುತ್ತಿದ್ದಾರೆ. ಸದಾ ಕಾಲ ಎಲ್ಲಾ ಕಷ್ಟಗಳನ್ನು ಜೀವ ಭಯಗಳನ್ನು ಸಹಿಸಿಕೊಂಡು ಹೋರಾಡುತ್ತಿದ್ದಾರೆ. ನಮ್ಮ ನಡೆ ಆಸ್ಪತ್ರೆ ಮಕ್ಕು ಭಾರತದಲ್ಲಿ ಎಂಬ ಕೋಲಾರದ ಅಂಬ್ರಿ ಸಂಸ್ಥೆ ಕೆಳದ ಹತ್ತು ವರ್ಷಗಳಿಂದ ನಿರಂತರವಾಗಿ ಹಳ್ಳಿಗಳಲ್ಲಿ ಜನ ಜಾಗೃತಿ ಮೂಡಿಸುತ್ತಿದೆ. ಗ್ರಂಥಾಲಯಗಳ ಉಳಿವಿಗಾಗಿ, ಜನರ ಓದಿನ ಹವ್ಯಾಸವನ್ನು ಬೆಳೆಸಲು ಅನೇಕರು ಖಾಸಗಿ ಗ್ರಂಥಾಲಯಗಳನ್ನು: [48, 283, 387, 770]
grace-headline-2b: ಸಚಿವ ಮಧು ಬಂಗಾರಪ್ಪ: [399, 1681, 712, 1729]
prajwal-dateline: ಬದಲಾವಣೆ ಸುದ್ದಿ: [1379, 1039, 1453, 1055]
caa-body-mid: ಮುಸ್ಲಿಮರನ್ನು ಹೊರಗಿಟ್ಟು ಪೌರತ್ವ ನೀಡುತ್ತಿರುವುದು ಸಂವಿಧಾನದ 14 ನೇ ಪರಿಚ್ಛೇದದ ಅಡಿಯಲ್ಲಿ ಸಮಾನತೆಯ ಹಕ್ಕಿನ ವಿರುದ್ಧವಾಗಿದೆ ಎಂದು ವಾದಿಸಿರುವ ಐಯುಎಂಎಲ್, ಈಗಾಗಲೇ ಕಾಯ್ದೆ ಬಗ್ಗೆ ಸುಪ್ರೀಂ ಕೋರ್ಟ್‌ನಲ್ಲಿ ಅರ್ಜಿ ಸಲ್ಲಿಸಿದೆ. ಸಿಎಎ ನಿಯಮಗಳು, 2019ರ ಅಡಿಯಲ್ಲಿ ಪೌರತ್ವ ಪ್ರಮಾಣ ಪತ್ರಗಳನ್ನು ನೀಡಬಾರದು ಅಥವಾ ಮುಂದುವರಿಸಬಾರದು ಎಂದು ಸುಪ್ರೀಂ ಕೋರ್ಟ್ ಕೇಂದ್ರ ಸರ್ಕಾರಕ್ಕೆ ನಿರ್ದೇಶನ ನೀಡಬೇಕೆಂದು ಐಯುಎಂಎಲ್ ರಾಷ್ಟ್ರೀಯ ಪ್ರಧಾನ ಕಾರ್ಯದರ್ಶಿ ಪಿಕೆ ಕುಂಞಾಲಿಕುಟ್ಟಿ ಗುರುವಾರ ಹೇಳಿದ್ದಾರೆ. "ಮತದಾರರ ಮೇಲೆ ಪ್ರಭಾವ ಬೀರಲು ಕೇಂದ್ರ ಸರ್ಕಾರ ಸಿಎಎ ಅಡಿ ಪೌರತ್ವ ಪ್ರಮಾಣ ಪತ್ರ ವಿತರಿಸಲು ಪ್ರಾರಂಭಿಸಿದೆ. ಇದು: [1048, 2004, 1274, 2263]
mamata-headline: ಬಂಗಾಳ ಸಿಎಂ ಮಮತಾ ಬ್ಯಾನರ್ಜಿ, ಅಭಿಷೇಕ್ ಬ್ಯಾನರ್ಜಿಗೆ: [37, 2082, 472, 2109]
grace-body-right-top: ಕೊಡುವ ಬಗ್ಗೆ ಮರುಪರಿಶೀಲನೆ ಮಾಡುವಂತೆ ಸಿಎಂ ಸೂಚನೆ ನೀಡಿದ್ದಾರೆ. ಸಭೆ ಬಳಿಕ ಮಾತನಾಡಿದ ಮಧು ಬಂಗಾರಪ್ಪ, ಈ ವರ್ಷ ಕೊಟ್ಟಿರುವ ಗ್ರೇಸ್ ಮಾರ್ಕ್ಸ್ ನಲ್ಲಿ ಯಾವುದೇ ಬದಲಾವಣೆ ಇಲ್ಲ. ಮುಂದಿನ ವರ್ಷದಿಂದ 20% ಗ್ರೇಸ್ ಮಾರ್ಕ್ಸ್ ಕೊಡುವ ಪದ್ಧತಿ ಇಲ್ಲ. ಇನ್ನು ಮುಂದೆ ಹಿಂದಿನ ಪದ್ಧತಿಯೇ ಮುಂದುವರಿಯಲಿದೆ ಎಂದು ಸ್ಪಷ್ಟನೆ ನೀಡಿದ್ದಾರೆ.: [586, 1747, 808, 1884]
grace-body-right-bottom: ಪರೀಕ್ಷಾ ನಡವಳಿಕೆ ಸರಿ ಮಾಡಲು ಮುಂದಾಗಿದ್ದೇವೆ. ಈ ವರ್ಷ ಮಕ್ಕಳು ಸ್ವಲ್ಪ ಗೊಂದಲದಲ್ಲಿದ್ದರು, ಹಾಗಾಗಿ ಗ್ರೇಸ್ ಮಾರ್ಕ್ಸ್ ಕೊಡುವ ತೀರ್ಮಾನ ಮಾಡಲಾಗಿತ್ತು. ಯಾವಾಗಲೂ 5% ಗ್ರೇಸ್ ಅಂಕ ಇರುತ್ತಿತ್ತು. ಕೋವಿಡ್ ವೇಳೆ 10% ಮಾಡಲಾಗಿತ್ತು. ಇದೀಗ ವಿದ್ಯಾರ್ಥಿಗಳಲ್ಲಿ ಆತ್ಮವಿಶ್ವಾಸ ತುಂಬ ಬೇಕಾಗಿರುವುದರಿಂದ ಮಾಡಲು 20% ಗ್ರೇಸ್ ಮಾರ್ಕ್ಸ್ ನೀಡಲಾಗಿತ್ತು. ಇದು ಈ ವರ್ಷಕ್ಕೆ ಮಾತ್ರ. ಯಾವುದೇ ಕಾರಣಕ್ಕೂ ಮುಂದಿನ ವರ್ಷದಿಂದ ಇದು ಇಲ್ಲ ಅಂತ ಮಧು ಬಂಗಾರಪ್ಪ ತಿಳಿಸಿದರು.: [421, 1884, 808, 2001]
grace-headline-2a: ಗ್ರೇಸ್ ಮಾರ್ಕ್ಸ್ ಇಲ್ಲ:: [16, 1681, 297, 1729]
caa-body-right: ಚುನಾವಣಾ ಮಾರ್ಗಸೂಚಿಗಳ ಉಲ್ಲಂಘನೆಯಾಗಿದೆ. ಇದರ ವಿರುದ್ಧ ಚುನಾವಣಾ ಆಯೋಗ ಕ್ರಮ ಕೈಗೊಳ್ಳಬೇಕು" ಎಂದು ಕುಂಞಾಲಿಕುಟ್ಟಿ ಒತ್ತಾಯಿಸಿದ್ದಾರೆ. ಈ ವಿಷಯದ ಬಗ್ಗೆ ಪಕ್ಷದ ಮುಖಂಡರೊಂದಿಗೆ ಚರ್ಚಿಸಿ ಕಾನೂನು ಹೋರಾಟ ಮುಂದುವರಿಸಲು ತೀರ್ಮಾನಿಸಲಾಗಿದೆ. "ಸಿಎಎ ವಿರುದ್ಧದ ನಮ್ಮ ಹೋರಾಟವನ್ನು ಮುಂದಿನ ಹಂತಕ್ಕೆ ಕೊಂಡೊಯ್ಯಲು ನಾವು ನಿರ್ಧರಿಸಿದ್ದೇವೆ" ಎಂದು ಹೇಳಿದ್ದಾರೆ. ಈ ವಿಚಾರದಲ್ಲಿ ಪ್ರತ್ಯೇಕ ಸುಪ್ರೀಂ ಕೋರ್ಟ್ ಮತ್ತು ಚುನಾವಣಾ ಆಯೋಗವನ್ನು ಸಂಪರ್ಕಿಸಲಿದ್ದೇವೆ ಎಂದು ಐಯುಎಂಎಲ್ ಪ್ರಧಾನ ಕಾರ್ಯದರ್ಶಿ ಪಿಎಂಎ ಸಲಾಂ ಹೇಳಿದ್ದಾರೆ.: [1285, 2004, 1511, 2243]
bus-body-right: ಠಾಕೂರ್, ರಾಜ್ಯ ಕಾರ್ಯದರ್ಶಿ ನಿಂಗಪ್ಪ ಚಾವಡಿ, ರಾಜ್ಯ ಖಜಾಂಚಿ ವಾಸುದೇವ ಹೊಳ್ಳ, ವಿಜಯನಗರ ಜಿಲ್ಲಾಧ್ಯಕ್ಷ ಸಣ್ಣರಾಮಪ್ಪ, ಮಂಗಳೂರು ಜಿಲ್ಲಾಧ್ಯಕ್ಷ ಶ್ರೀನಿವಾಸ ನಾಯಕ ಇಂದಾಜೆ, ಜಿಲ್ಲಾ ಪ್ರಧಾನ ಕಾರ್ಯದರ್ಶಿಗಳಾದ ಬೀದರಿನ ಶಿವಕುಮಾರ ಸ್ವಾಮಿ, ರಾಯಚೂರಿನ ಎಂ. ಪಾಷ ಪಟ್ಟಿ ರಾಜ್ಯ ಕಾರ್ಯಕಾರಿ ಸದಸ್ಯರಾದ ಹುಬ್ಬಳ್ಳಿಯ ಗಣಪತಿ ಗಂಗೊಳ್ಳಿ, ಹಾಸನದ ಎಚ್.ಬಿ.ಮದನಗೌಡ, ರಾಯಚೂರಿನ ಶಿವಮೂರ್ತಿ, ಮಂಗಳೂರು ಸಂಘದ ಉಪಾಧ್ಯಕ್ಷ ಭಾಸ್ಕರ್ ರೈ ಕಟ್ಟಾ, ವಿಜಯನಗರದ ರಾಜ್ ಮುಂತಾದವರು ನಿಯೋಗದಲ್ಲಿದ್ದರು.: [908, 1333, 1165, 1511]
